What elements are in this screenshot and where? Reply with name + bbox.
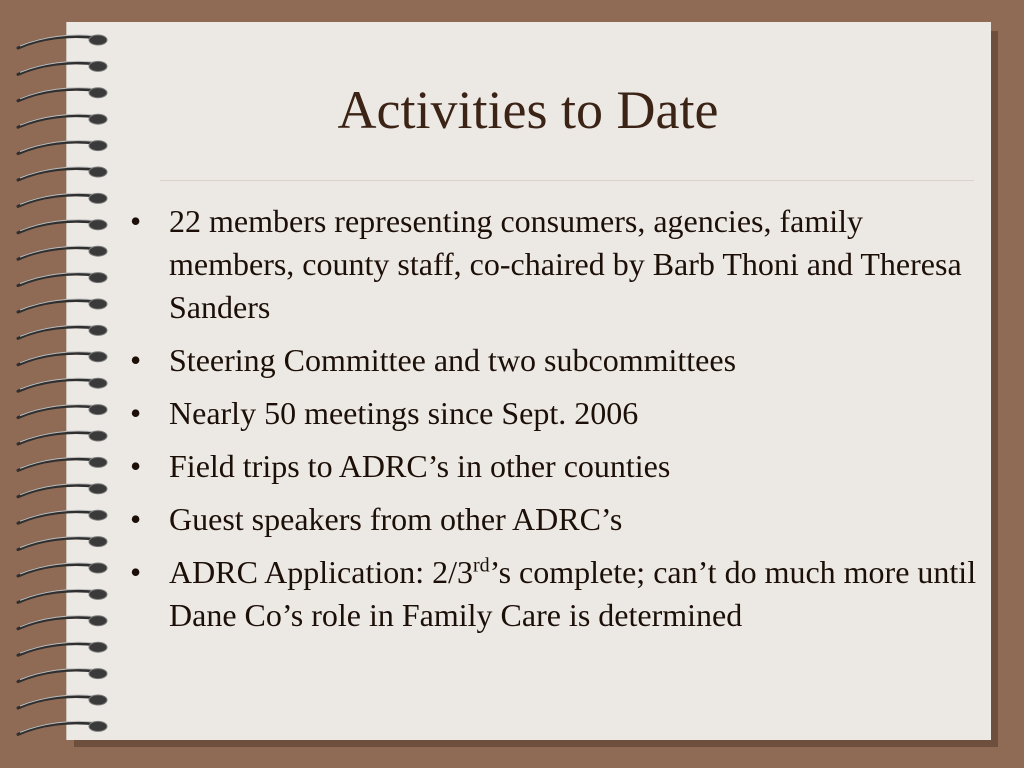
spiral-hole (89, 431, 107, 441)
spiral-hole (89, 695, 107, 705)
bullet-item (130, 445, 980, 488)
spiral-hole (89, 299, 107, 309)
bullet-item (130, 392, 980, 435)
spiral-hole (89, 484, 107, 494)
spiral-hole (89, 537, 107, 547)
bullet-item (130, 498, 980, 541)
spiral-hole (89, 141, 107, 151)
spiral-hole (89, 405, 107, 415)
spiral-hole (89, 61, 107, 71)
bullet-text: ADRC Application: 2/3rd’s complete; can’t do much more until Dane Co’s role in Family Care is determined (169, 554, 977, 633)
spiral-hole (89, 721, 107, 731)
bullet-text: Guest speakers from other ADRC’s (169, 501, 623, 537)
spiral-hole (89, 325, 107, 335)
spiral-hole (89, 378, 107, 388)
spiral-hole (89, 616, 107, 626)
spiral-hole (89, 167, 107, 177)
bullet-item (130, 200, 980, 329)
bullet-text: Steering Committee and two subcommittees (169, 342, 737, 378)
bullet-text: Field trips to ADRC’s in other counties (169, 448, 671, 484)
spiral-hole (89, 193, 107, 203)
spiral-hole (89, 246, 107, 256)
bullet-marker: • (130, 203, 142, 239)
spiral-hole (89, 352, 107, 362)
spiral-hole (89, 669, 107, 679)
spiral-hole (89, 510, 107, 520)
spiral-hole (89, 273, 107, 283)
spiral-hole (89, 642, 107, 652)
spiral-hole (89, 589, 107, 599)
bullet-item (130, 551, 980, 637)
bullet-list (130, 200, 980, 647)
spiral-hole (89, 563, 107, 573)
bullet-marker: • (130, 554, 142, 590)
bullet-marker: • (130, 395, 142, 431)
spiral-hole (89, 220, 107, 230)
spiral-hole (89, 35, 107, 45)
bullet-marker: • (130, 501, 142, 537)
bullet-text: 22 members representing consumers, agencies, family members, county staff, co-chaired by Barb Thoni and Theresa Sanders (169, 203, 962, 325)
title-divider (160, 180, 974, 181)
bullet-marker: • (130, 342, 142, 378)
bullet-marker: • (130, 448, 142, 484)
spiral-hole (89, 457, 107, 467)
slide-title: Activities to Date (337, 80, 719, 140)
bullet-item (130, 339, 980, 382)
bullet-text: Nearly 50 meetings since Sept. 2006 (169, 395, 639, 431)
